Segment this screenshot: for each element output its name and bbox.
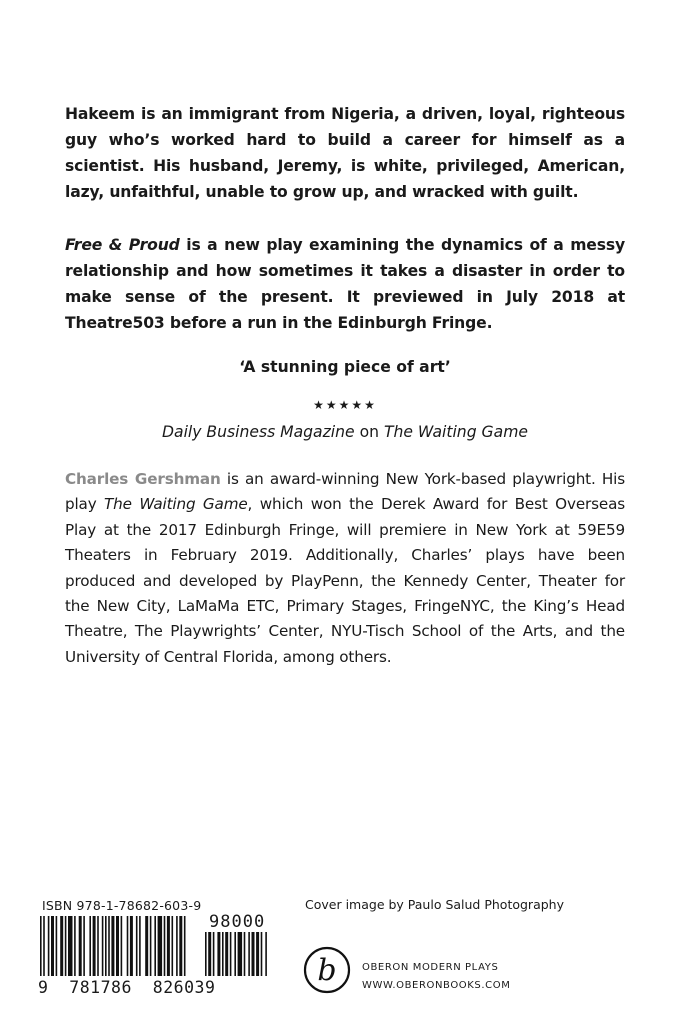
- barcode-bar: [225, 932, 228, 976]
- barcode-bar: [265, 932, 267, 976]
- bio-play-title: The Waiting Game: [104, 495, 248, 514]
- barcode-bar: [222, 932, 224, 976]
- barcode-bar: [48, 916, 50, 976]
- barcode-bar: [65, 916, 67, 976]
- barcode-bar: [176, 916, 178, 976]
- barcode-bar: [79, 916, 82, 976]
- publisher-website: WWW.OBERONBOOKS.COM: [362, 980, 511, 991]
- cover-credit: Cover image by Paulo Salud Photography: [305, 897, 564, 912]
- barcode-bar: [102, 916, 104, 976]
- barcode-bar: [158, 916, 163, 976]
- reviewed-work: The Waiting Game: [383, 423, 528, 441]
- barcode-bar: [60, 916, 63, 976]
- barcode-bar: [213, 932, 215, 976]
- barcode-bar: [93, 916, 96, 976]
- barcode-bar: [108, 916, 110, 976]
- barcode-bar: [205, 932, 207, 976]
- barcode-bar: [130, 916, 133, 976]
- barcode-digits: 9 781786 826039: [38, 978, 216, 997]
- barcode-bar: [68, 916, 73, 976]
- barcode-bar: [74, 916, 76, 976]
- barcode-bar: [97, 916, 99, 976]
- bio-text-1: is an award-winning New York-based playwright. His play: [65, 470, 625, 514]
- blurb-paragraph-2-text: is a new play examining the dynamics of a messy relationship and how sometimes it takes a disaster in order to make sense of the present. It previewed in July 2018 at Theatre503 before a run in the Edinburgh Fringe.: [65, 236, 625, 332]
- barcode-bar: [217, 932, 220, 976]
- imprint-name: OBERON MODERN PLAYS: [362, 962, 499, 973]
- author-bio: [65, 467, 625, 670]
- review-source: [65, 423, 625, 441]
- barcode-bar: [230, 932, 232, 976]
- barcode-icon: [40, 916, 202, 976]
- barcode-bar: [51, 916, 54, 976]
- barcode-bar: [208, 932, 211, 976]
- barcode-bar: [154, 916, 156, 976]
- logo-letter: b: [317, 953, 337, 988]
- play-title: Free & Proud: [65, 236, 180, 254]
- barcode-bar: [111, 916, 114, 976]
- barcode-bar: [150, 916, 152, 976]
- barcode-bar: [121, 916, 123, 976]
- isbn-label: ISBN 978-1-78682-603-9: [42, 898, 202, 913]
- barcode-bar: [261, 932, 263, 976]
- review-quote: ‘A stunning piece of art’: [239, 358, 451, 376]
- barcode-bar: [248, 932, 250, 976]
- publication-name: Daily Business Magazine: [162, 423, 355, 441]
- barcode-bar: [167, 916, 170, 976]
- review-connector: on: [354, 423, 384, 441]
- barcode-bar: [256, 932, 259, 976]
- barcode-bar: [89, 916, 91, 976]
- barcode-bar: [40, 916, 42, 976]
- barcode-bar: [116, 916, 119, 976]
- barcode-addon-digits: 98000: [209, 912, 266, 932]
- barcode-bar: [244, 932, 246, 976]
- star-rating: ★★★★★: [313, 398, 377, 412]
- barcode-bar: [83, 916, 85, 976]
- barcode-bar: [105, 916, 107, 976]
- barcode-bar: [252, 932, 255, 976]
- barcode-addon-icon: [205, 932, 273, 976]
- blurb-paragraph-2: [65, 232, 625, 336]
- barcode-bar: [234, 932, 236, 976]
- blurb-paragraph-1: Hakeem is an immigrant from Nigeria, a driven, loyal, righteous guy who’s worked hard to build a career for himself as a scientist. His husband, Jeremy, is white, privileged, American, lazy, unfaithful, unable to grow up, and wracked with guilt.: [65, 105, 625, 201]
- barcode-bar: [179, 916, 182, 976]
- barcode-bar: [164, 916, 166, 976]
- barcode-bar: [238, 932, 243, 976]
- author-name: Charles Gershman: [65, 470, 221, 488]
- barcode-bar: [172, 916, 174, 976]
- bio-text-2: , which won the Derek Award for Best Overseas Play at the 2017 Edinburgh Fringe, will premiere in New York at 59E59 Theaters in February 2019. Additionally, Charles’ plays have been produced and developed by PlayPenn, the Kennedy Center, Theater for the New City, LaMaMa ETC, Primary Stages, FringeNYC, the King’s Head Theatre, The Playwrights’ Center, NYU-Tisch School of the Arts, and the University of Central Florida, among others.: [65, 495, 625, 666]
- oberon-logo-icon: [303, 946, 351, 994]
- barcode-bar: [136, 916, 138, 976]
- barcode-bar: [145, 916, 148, 976]
- barcode-bar: [139, 916, 141, 976]
- barcode-bar: [43, 916, 45, 976]
- barcode-bar: [127, 916, 129, 976]
- barcode-bar: [184, 916, 186, 976]
- barcode-bar: [56, 916, 58, 976]
